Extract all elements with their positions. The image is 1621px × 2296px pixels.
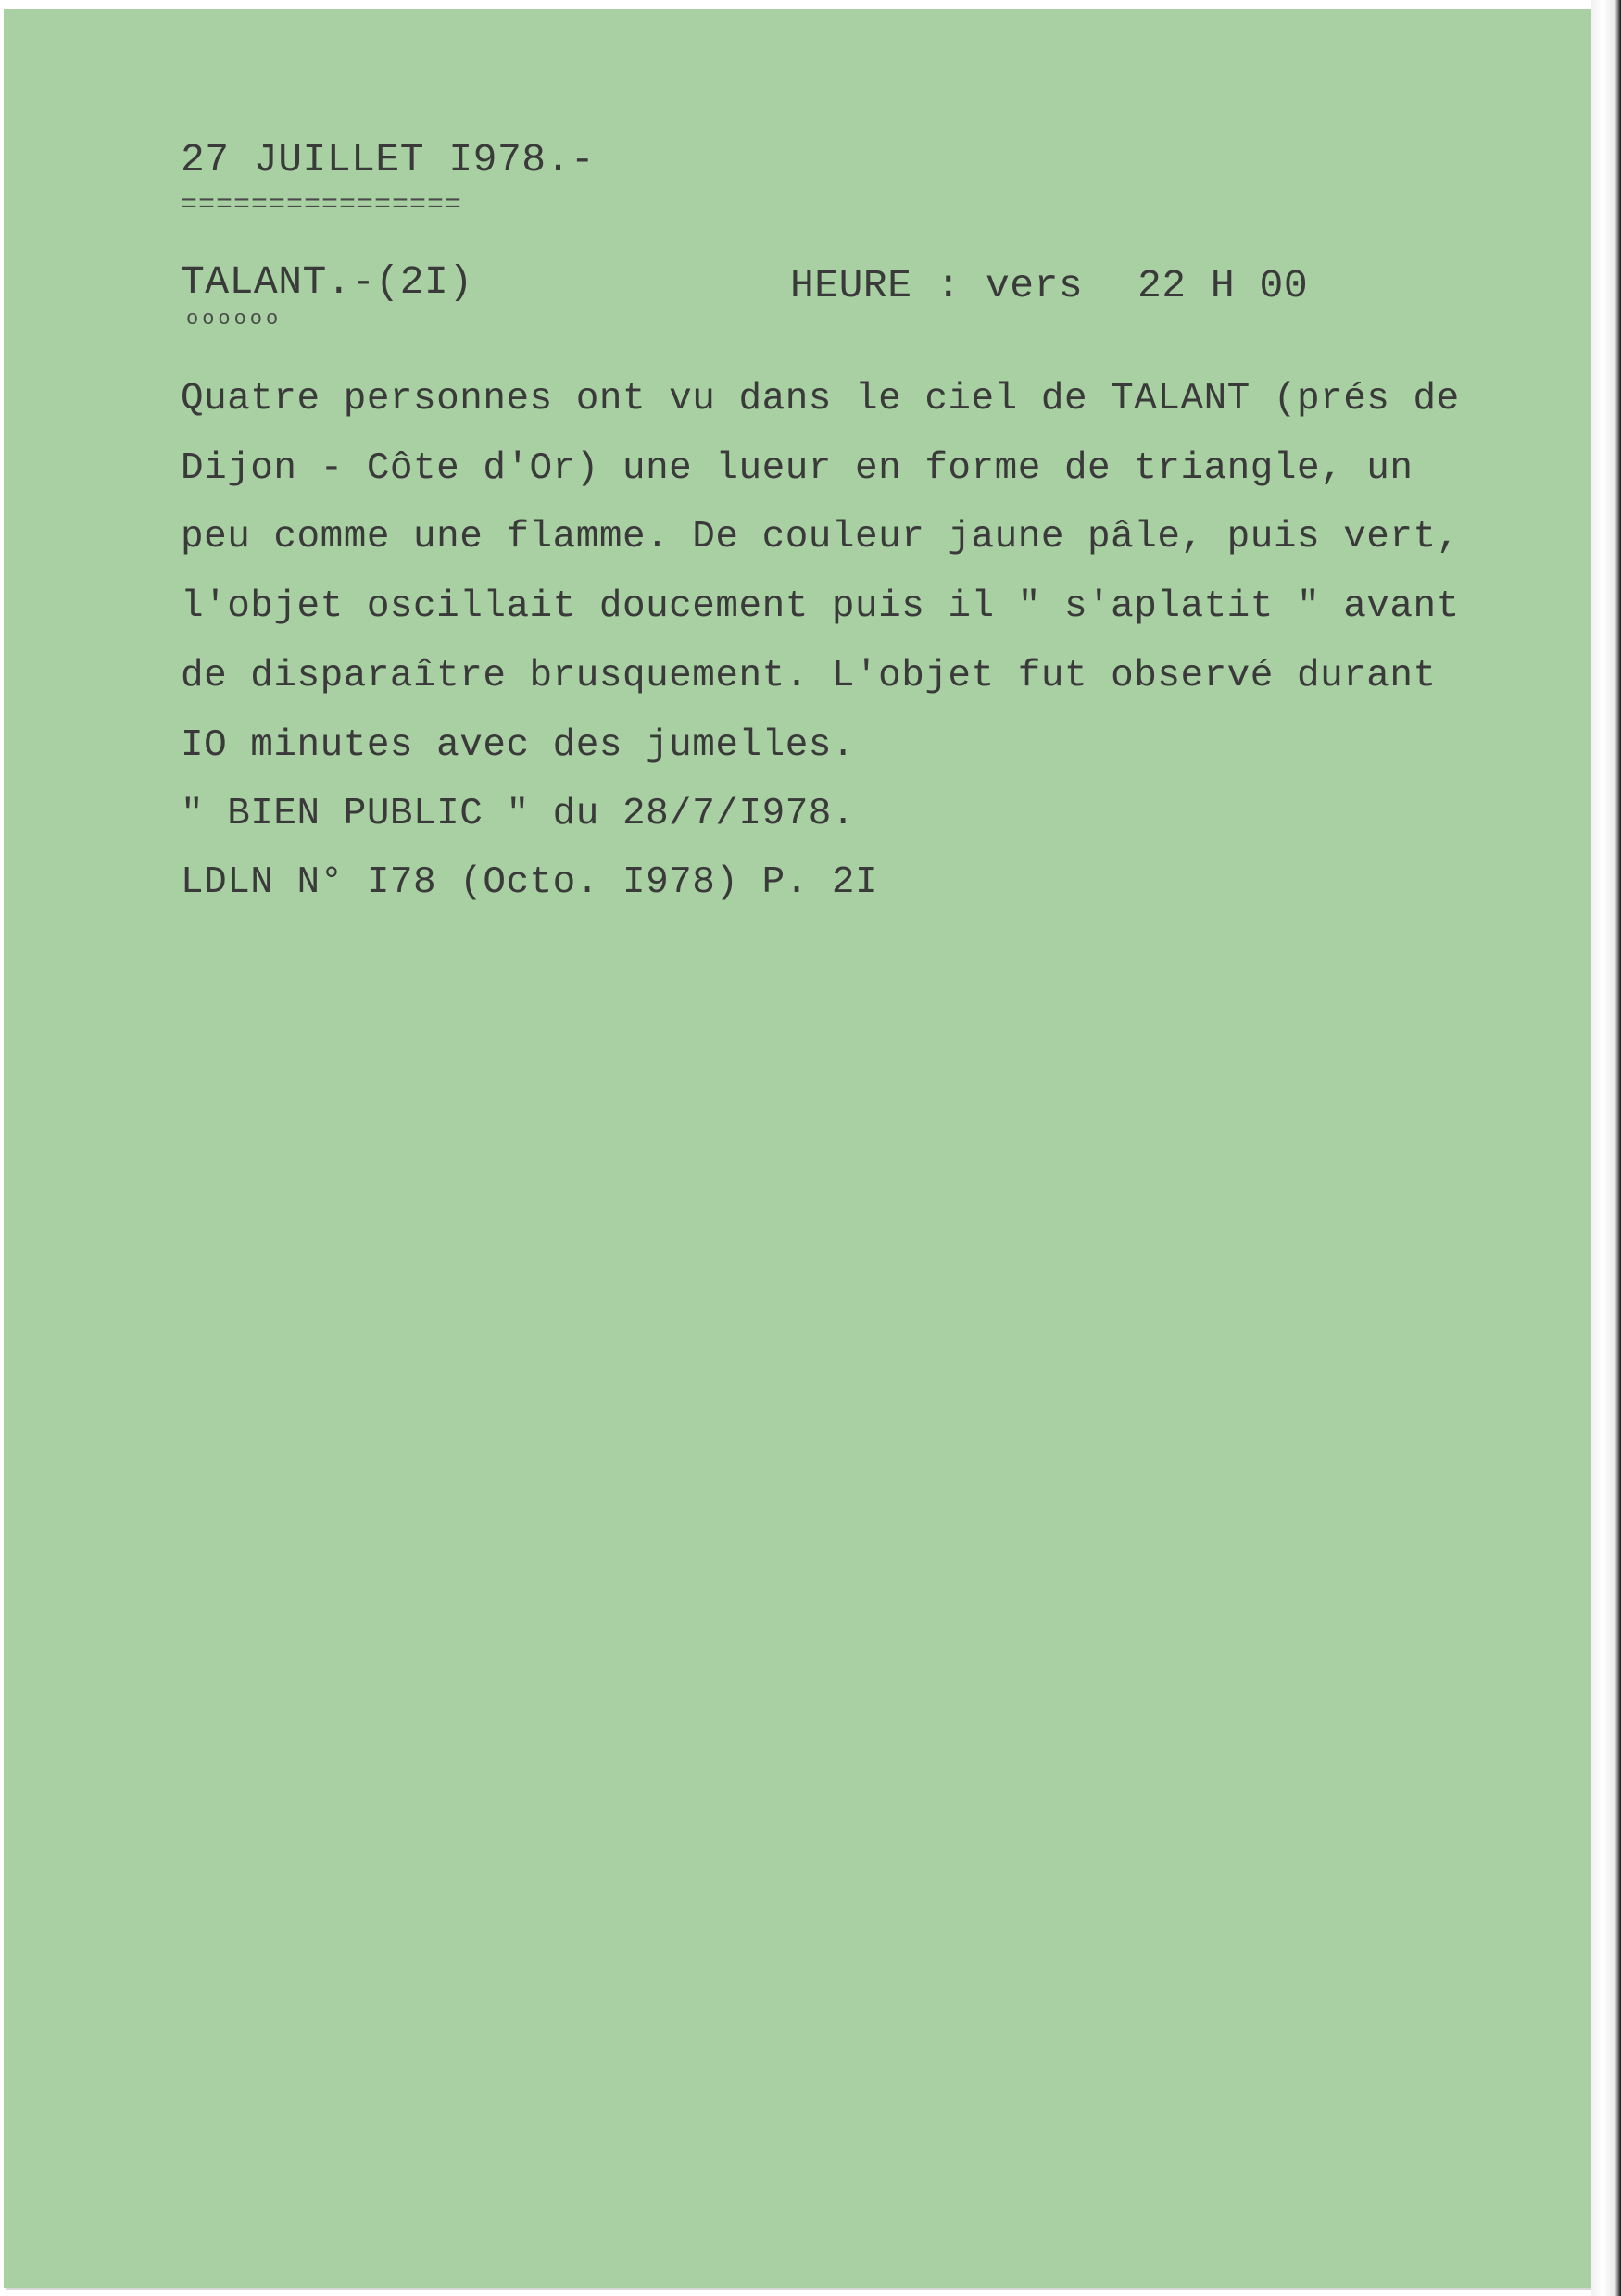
place-heading: TALANT.-(2I) — [181, 259, 473, 305]
hour-time: 22 H 00 — [1137, 263, 1309, 308]
hour-label: HEURE : — [790, 263, 961, 308]
scan-edge — [1591, 0, 1621, 2296]
source-citation: " BIEN PUBLIC " du 28/7/I978. — [181, 793, 856, 835]
body-line: l'objet oscillait doucement puis il " s'aplatit " avant — [181, 585, 1460, 628]
place-underline-circles: oooooo — [186, 307, 283, 331]
body-line: peu comme une flamme. De couleur jaune pâle, puis vert, — [181, 516, 1460, 558]
date-underline: ================ — [181, 190, 463, 221]
body-line: IO minutes avec des jumelles. — [181, 724, 856, 767]
body-line: Dijon - Côte d'Or) une lueur en forme de triangle, un — [181, 447, 1414, 490]
body-line: Quatre personnes ont vu dans le ciel de TALANT (prés de — [181, 378, 1460, 420]
hour-qualifier: vers — [986, 263, 1084, 308]
reference-citation: LDLN N° I78 (Octo. I978) P. 2I — [181, 861, 879, 904]
body-line: de disparaître brusquement. L'objet fut observé durant — [181, 655, 1437, 697]
document-date: 27 JUILLET I978.- — [181, 137, 596, 182]
paper-sheet — [4, 9, 1591, 2288]
